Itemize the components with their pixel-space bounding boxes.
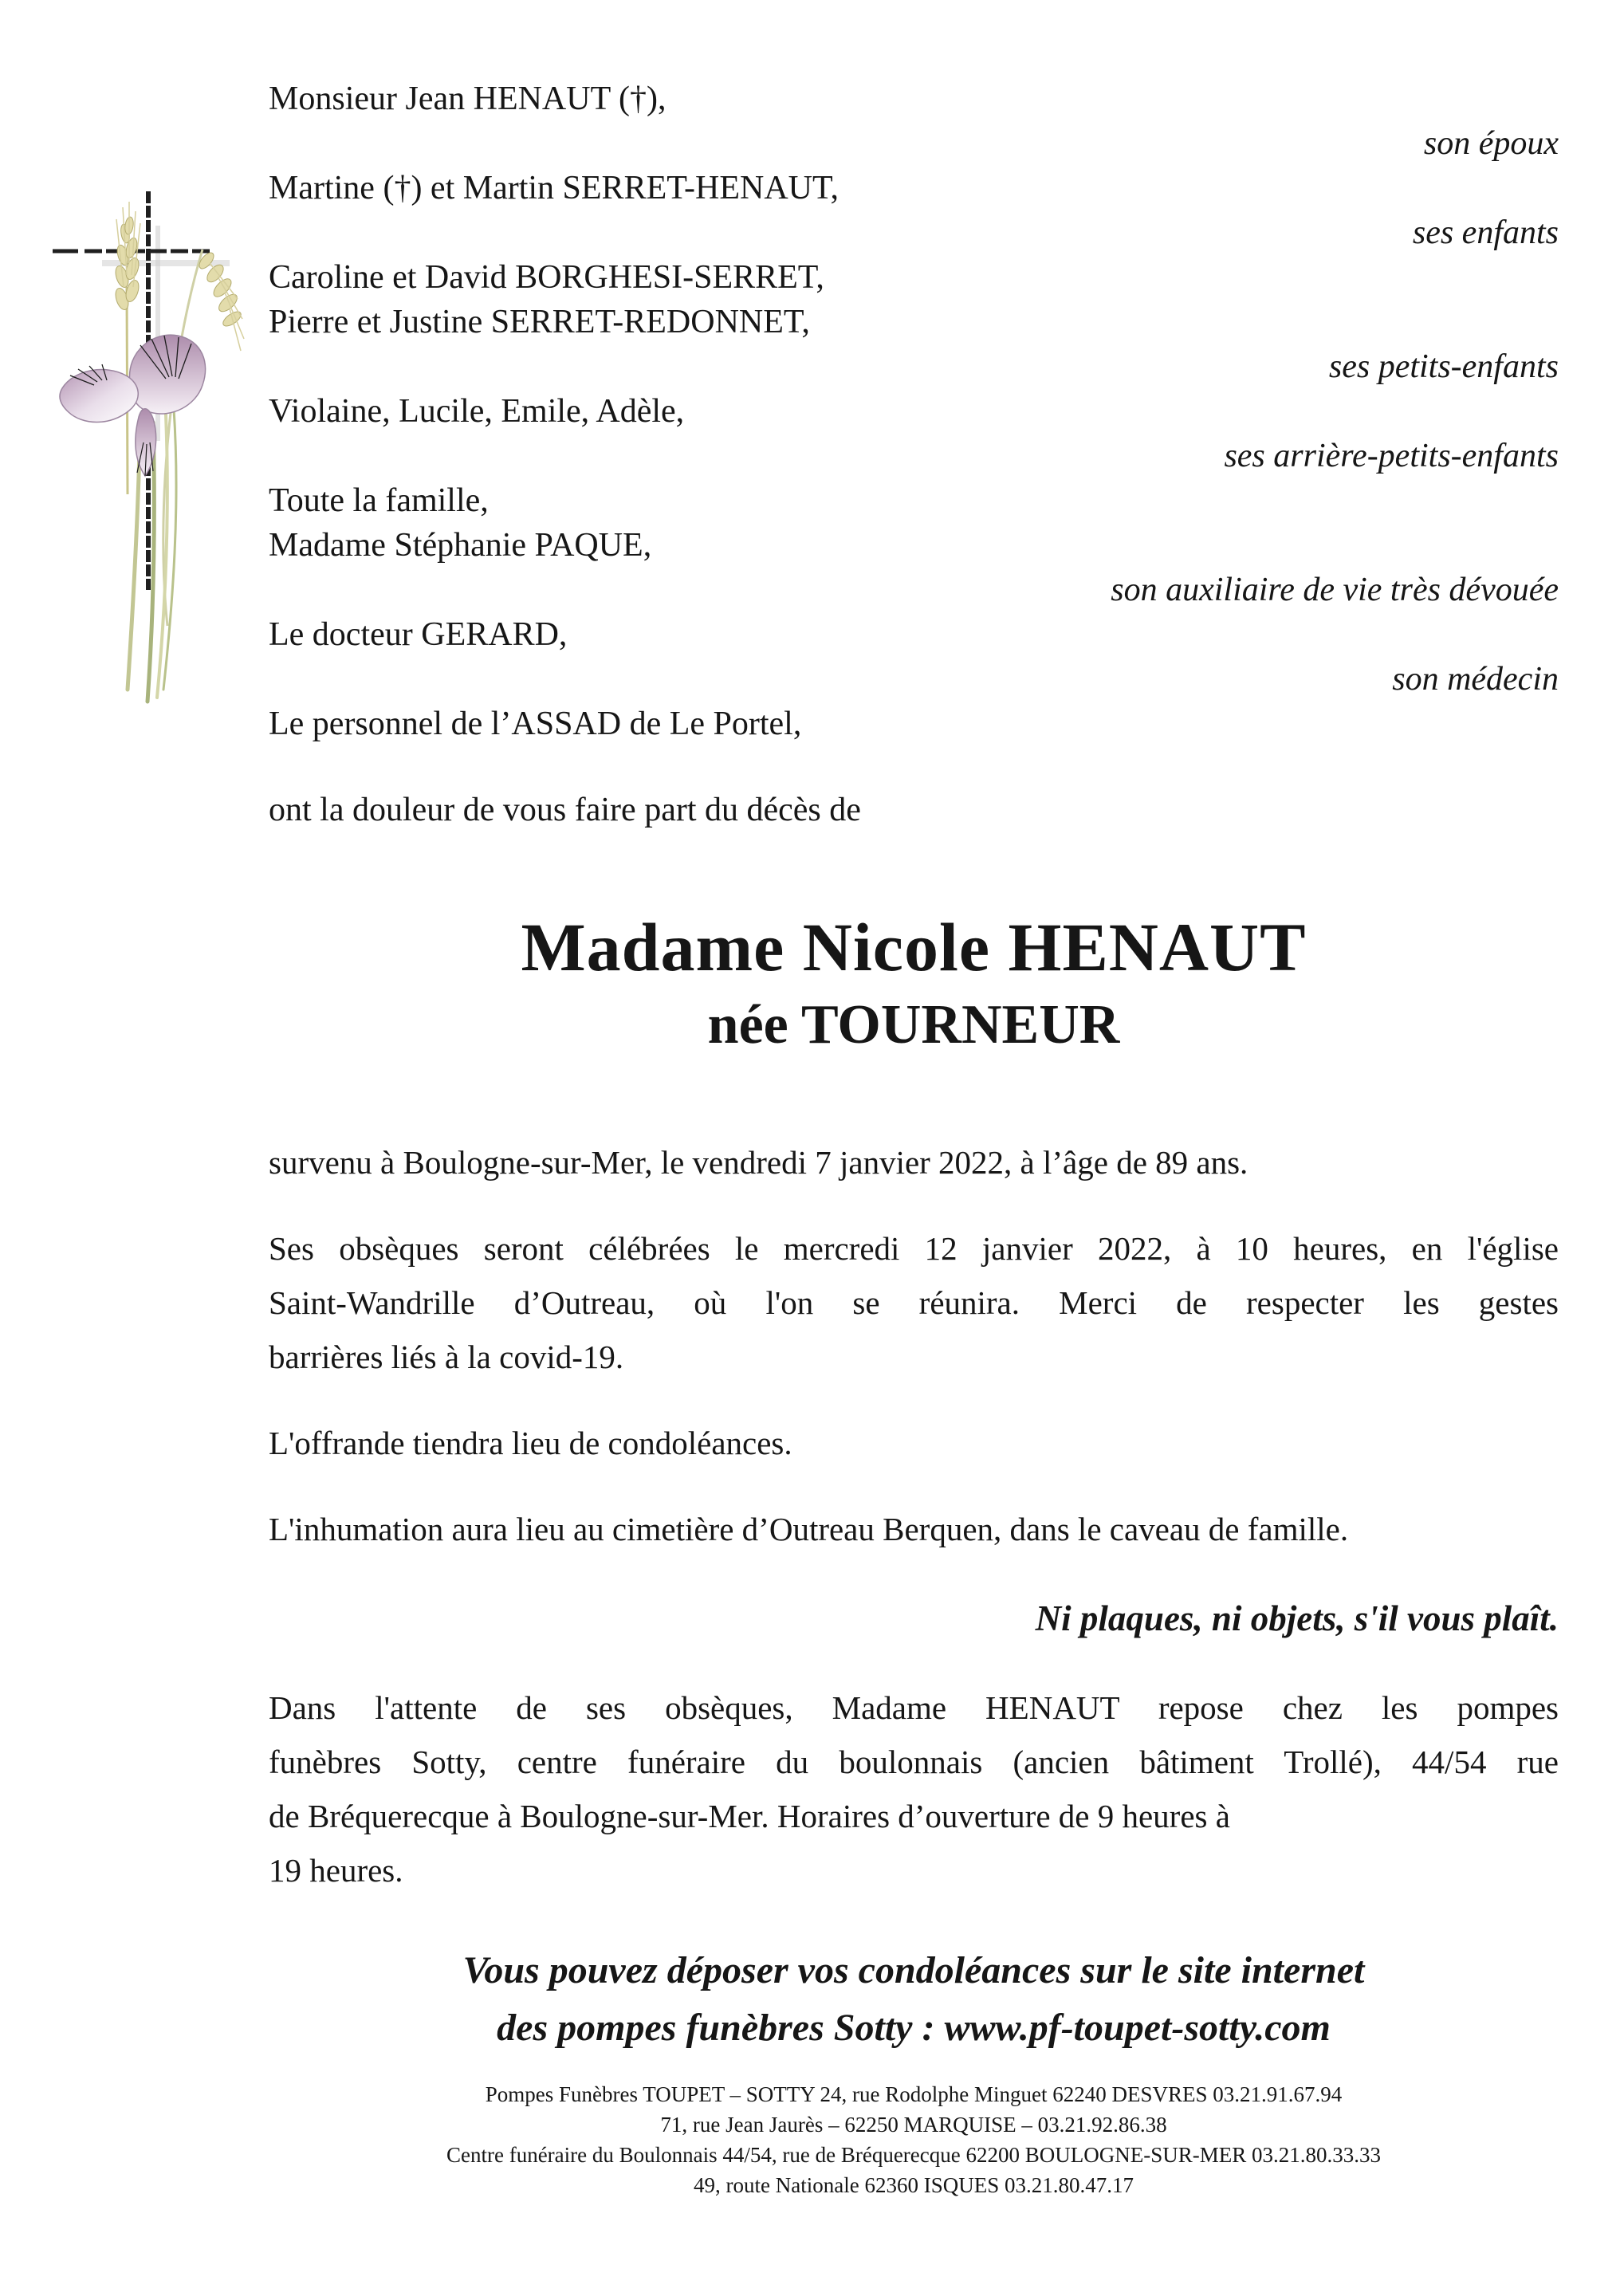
death-details: survenu à Boulogne-sur-Mer, le vendredi 7 janvier 2022, à l’âge de 89 ans.: [269, 1144, 1248, 1181]
relation-label: ses petits-enfants: [1328, 348, 1559, 385]
family-member-line: Martine (†) et Martin SERRET-HENAUT,: [269, 170, 840, 206]
address-line: 49, route Nationale 62360 ISQUES 03.21.80.47.17: [694, 2173, 1134, 2197]
repose-paragraph: [269, 1681, 1559, 1897]
address-line: Centre funéraire du Boulonnais 44/54, rue de Bréquerecque 62200 BOULOGNE-SUR-MER 03.21.80.33.33: [446, 2143, 1382, 2167]
offering-line: L'offrande tiendra lieu de condoléances.: [269, 1425, 792, 1461]
funeral-home-addresses: [269, 2079, 1559, 2200]
repose-line: de Bréquerecque à Boulogne-sur-Mer. Horaires d’ouverture de 9 heures à: [269, 1798, 1230, 1834]
funeral-line: barrières liés à la covid-19.: [269, 1339, 624, 1375]
address-line: 71, rue Jean Jaurès – 62250 MARQUISE – 03.21.92.86.38: [660, 2113, 1167, 2137]
relation-label: son médecin: [1392, 661, 1559, 698]
relation-label: ses enfants: [1412, 214, 1559, 251]
relation-label: son auxiliaire de vie très dévouée: [1111, 572, 1559, 608]
website-note-line: Vous pouvez déposer vos condoléances sur le site internet: [462, 1949, 1365, 1991]
address-line: Pompes Funèbres TOUPET – SOTTY 24, rue Rodolphe Minguet 62240 DESVRES 03.21.91.67.94: [485, 2082, 1343, 2106]
memorial-artwork: [46, 179, 246, 714]
no-plaques-request: Ni plaques, ni objets, s'il vous plaît.: [1035, 1598, 1559, 1638]
lily-icon: [60, 335, 206, 476]
repose-line: Dans l'attente de ses obsèques, Madame HENAUT repose chez les pompes: [269, 1689, 1559, 1726]
family-member-line: Toute la famille,: [269, 482, 489, 519]
announcement-intro: ont la douleur de vous faire part du décès de: [269, 792, 861, 828]
condolences-website-note: [269, 1942, 1559, 2057]
family-member-line: Le personnel de l’ASSAD de Le Portel,: [269, 706, 802, 742]
relation-label: ses arrière-petits-enfants: [1224, 438, 1559, 474]
funeral-line: Saint-Wandrille d’Outreau, où l'on se réunira. Merci de respecter les gestes: [269, 1284, 1559, 1321]
family-member-line: Violaine, Lucile, Emile, Adèle,: [269, 393, 685, 430]
burial-line: L'inhumation aura lieu au cimetière d’Outreau Berquen, dans le caveau de famille.: [269, 1511, 1349, 1547]
relation-label: son époux: [1423, 125, 1559, 162]
deceased-maiden-name: née TOURNEUR: [707, 994, 1120, 1056]
announcement-text-column: [269, 77, 1559, 2200]
repose-line: 19 heures.: [269, 1852, 403, 1889]
repose-line: funèbres Sotty, centre funéraire du boulonnais (ancien bâtiment Trollé), 44/54 rue: [269, 1744, 1559, 1780]
family-member-line: Le docteur GERARD,: [269, 616, 568, 653]
family-member-line: Monsieur Jean HENAUT (†),: [269, 81, 667, 117]
website-note-line: des pompes funèbres Sotty : www.pf-toupet-sotty.com: [497, 2007, 1331, 2049]
funeral-line: Ses obsèques seront célébrées le mercredi 12 janvier 2022, à 10 heures, en l'église: [269, 1230, 1559, 1267]
family-member-line: Caroline et David BORGHESI-SERRET,: [269, 259, 824, 296]
deceased-name: Madame Nicole HENAUT: [521, 909, 1307, 985]
family-member-line: Pierre et Justine SERRET-REDONNET,: [269, 304, 810, 340]
funeral-paragraph: [269, 1221, 1559, 1384]
family-member-line: Madame Stéphanie PAQUE,: [269, 527, 652, 564]
